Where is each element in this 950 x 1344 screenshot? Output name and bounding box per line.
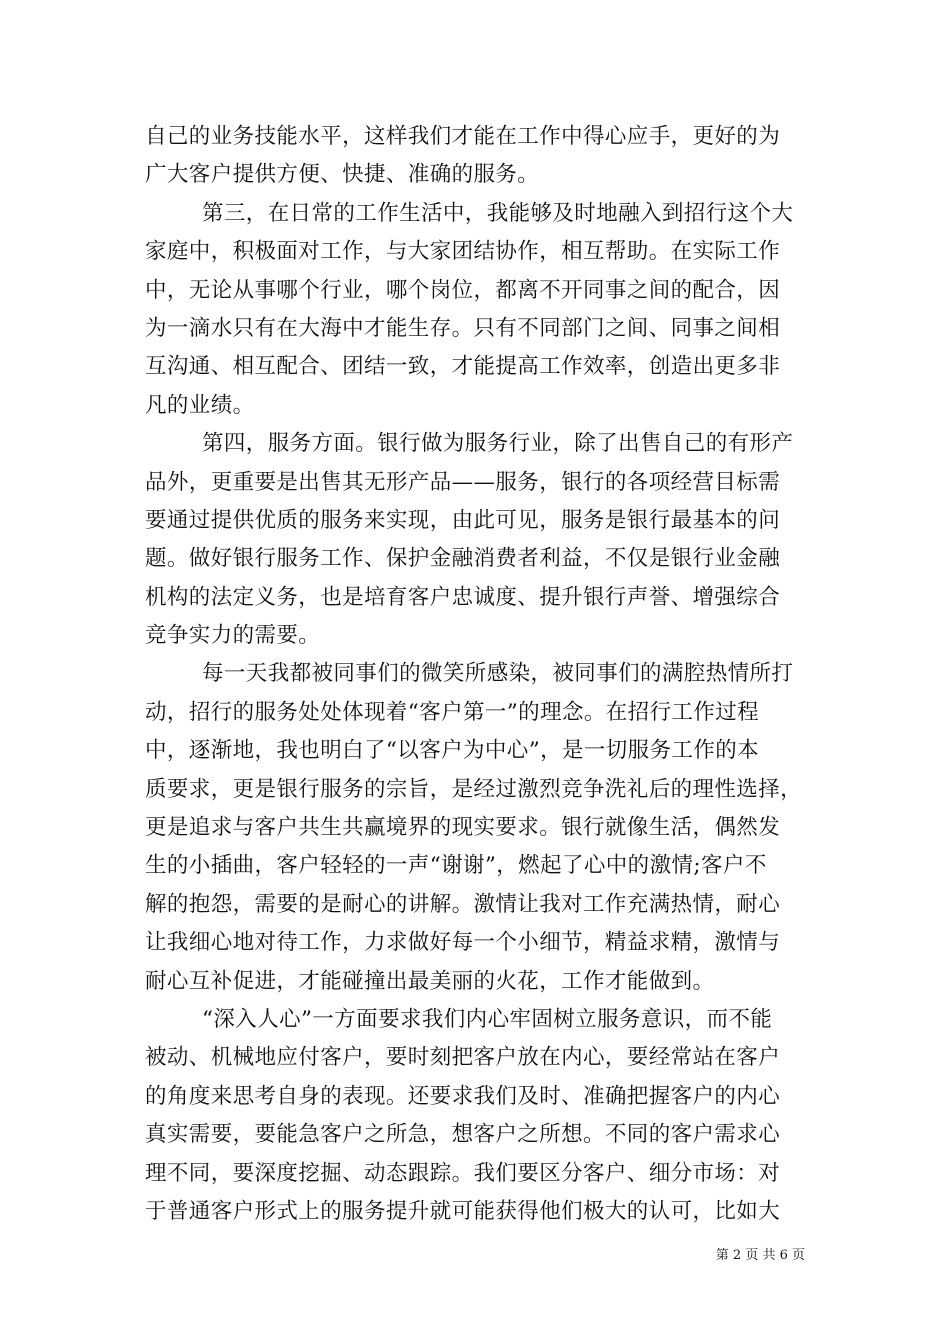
text-line: 互沟通、相互配合、团结一致，才能提高工作效率，创造出更多非: [145, 354, 781, 380]
text-line: 更是追求与客户共生共赢境界的现实要求。银行就像生活，偶然发: [145, 815, 781, 841]
text-line: 题。做好银行服务工作、保护金融消费者利益，不仅是银行业金融: [145, 546, 781, 572]
text-line: 让我细心地对待工作，力求做好每一个小细节，精益求精，激情与: [145, 930, 781, 956]
text-line: 动，招行的服务处处体现着“客户第一”的理念。在招行工作过程: [145, 699, 760, 725]
text-line: 机构的法定义务，也是培育客户忠诚度、提升银行声誉、增强综合: [145, 584, 781, 610]
text-line: 为一滴水只有在大海中才能生存。只有不同部门之间、同事之间相: [145, 315, 781, 341]
text-line: 第四，服务方面。银行做为服务行业，除了出售自己的有形产: [202, 431, 794, 457]
text-line: 质要求，更是银行服务的宗旨，是经过激烈竞争洗礼后的理性选择，: [145, 776, 803, 802]
text-line: 真实需要，要能急客户之所急，想客户之所想。不同的客户需求心: [145, 1122, 781, 1148]
text-line: 品外，更重要是出售其无形产品——服务，银行的各项经营目标需: [145, 469, 781, 495]
text-line: 要通过提供优质的服务来实现，由此可见，服务是银行最基本的问: [145, 507, 781, 533]
text-line: “深入人心”一方面要求我们内心牢固树立服务意识，而不能: [202, 1006, 773, 1032]
text-line: 竞争实力的需要。: [145, 623, 321, 649]
text-line: 每一天我都被同事们的微笑所感染，被同事们的满腔热情所打: [202, 661, 794, 687]
text-line: 被动、机械地应付客户，要时刻把客户放在内心，要经常站在客户: [145, 1045, 781, 1071]
text-line: 中，逐渐地，我也明白了“以客户为中心”，是一切服务工作的本: [145, 738, 760, 764]
text-line: 生的小插曲，客户轻轻的一声“谢谢”，燃起了心中的激情;客户不: [145, 853, 767, 879]
text-line: 自己的业务技能水平，这样我们才能在工作中得心应手，更好的为: [145, 124, 781, 149]
text-line: 的角度来思考自身的表现。还要求我们及时、准确把握客户的内心: [145, 1083, 781, 1109]
text-line: 于普通客户形式上的服务提升就可能获得他们极大的认可，比如大: [145, 1198, 781, 1224]
text-line: 中，无论从事哪个行业，哪个岗位，都离不开同事之间的配合，因: [145, 277, 781, 303]
text-line: 家庭中，积极面对工作，与大家团结协作，相互帮助。在实际工作: [145, 239, 781, 265]
text-line: 第三，在日常的工作生活中，我能够及时地融入到招行这个大: [202, 200, 794, 226]
text-line: 广大客户提供方便、快捷、准确的服务。: [145, 162, 540, 188]
text-line: 耐心互补促进，才能碰撞出最美丽的火花，工作才能做到。: [145, 968, 715, 994]
text-line: 凡的业绩。: [145, 392, 255, 418]
page-number-footer: 第 2 页 共 6 页: [715, 1248, 805, 1263]
text-line: 解的抱怨，需要的是耐心的讲解。激情让我对工作充满热情，耐心: [145, 891, 781, 917]
body-text: [145, 118, 809, 1231]
text-line: 理不同，要深度挖掘、动态跟踪。我们要区分客户、细分市场：对: [145, 1160, 781, 1186]
